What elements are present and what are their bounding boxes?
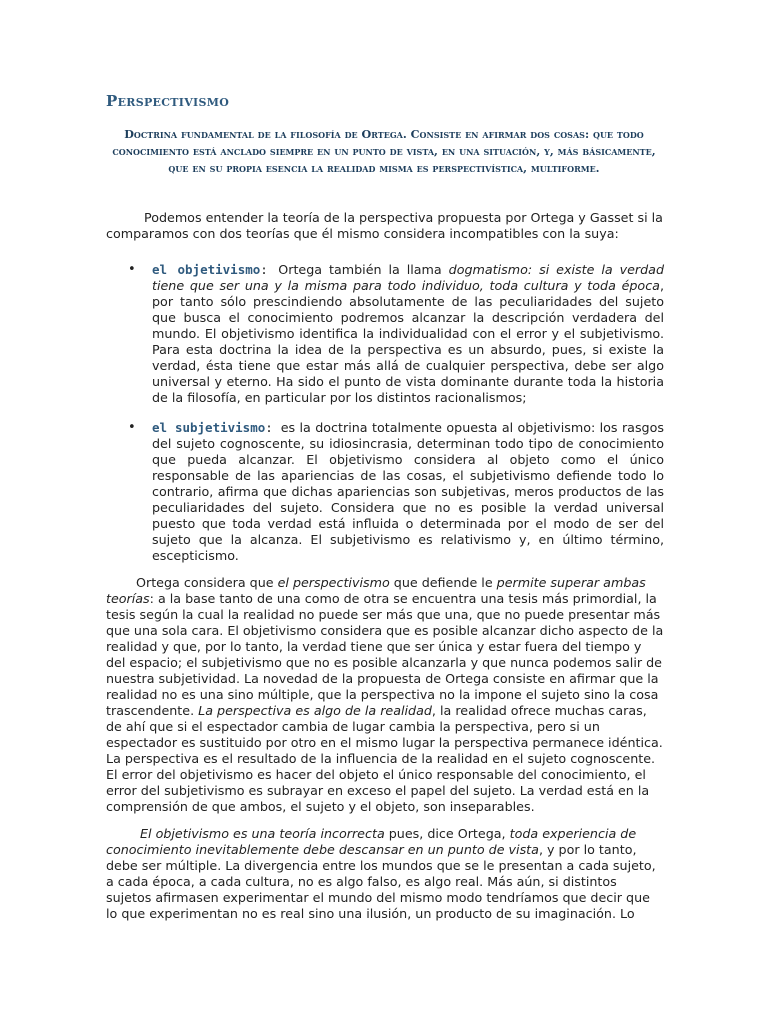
list-item-objetivismo — [106, 262, 664, 406]
paragraph-emphasis: el perspectivismo — [277, 575, 390, 590]
paragraph-emphasis: La perspectiva es algo de la realidad — [198, 703, 432, 718]
paragraph-text: Ortega considera que — [136, 575, 278, 590]
paragraph-text: , la realidad ofrece muchas caras, de ahí que si el espectador cambia de lugar cambia la perspectiva, pero si un espectador es sustituido por otro en el mismo lugar la perspectiva permanece idéntica. La perspectiva es el resultado de la influencia de la realidad en el sujeto cognoscente. El error del objetivismo es hacer del objeto el único responsable del conocimiento, el error del subjetivismo es subrayar en exceso el papel del sujeto. La verdad está en la comprensión de que ambos, el sujeto y el objeto, son inseparables. — [106, 703, 663, 814]
intro-paragraph: Podemos entender la teoría de la perspectiva propuesta por Ortega y Gasset si la comparamos con dos teorías que él mismo considera incompatibles con la suya: — [106, 210, 663, 241]
paragraph-emphasis: El objetivismo es una teoría incorrecta — [140, 826, 385, 841]
paragraph-text: : a la base tanto de una como de otra se encuentra una tesis más primordial, la tesis según la cual la realidad no puede ser más que una, que no puede presentar más que una sola cara. El objetivismo considera que es posible alcanzar dicho aspecto de la realidad y que, por lo tanto, la verdad tiene que ser única y estar fuera del tiempo y del espacio; el subjetivismo que no es posible alcanzarla y que nunca podemos salir de nuestra subjetividad. La novedad de la propuesta de Ortega consiste en afirmar que la realidad no es una sino múltiple, que la perspectiva no la impone el sujeto sino la cosa trascendente. — [106, 591, 664, 718]
paragraph-emphasis: toda experiencia de conocimiento inevitablemente debe descansar en un punto de vista — [106, 826, 637, 857]
bullet-icon: • — [128, 262, 136, 277]
term-objetivismo: el objetivismo — [152, 262, 261, 277]
page-subtitle: Doctrina fundamental de la filosofía de Ortega. Consiste en afirmar dos cosas: que todo conocimiento está anclado siempre en un punto de vista, en una situación, y, más básicamente, que en su propia esencia la realidad misma es perspectivística, multiforme. — [112, 127, 656, 175]
paragraph-emphasis: permite superar ambas teorías — [106, 575, 646, 606]
item-emphasis: dogmatismo: si existe la verdad tiene que ser una y la misma para todo individuo, toda cultura y toda época — [152, 262, 665, 293]
item-text: Ortega también la llama — [278, 262, 449, 277]
item-text: , por tanto sólo prescindiendo absolutamente de las peculiaridades del sujeto que busca el conocimiento podremos alcanzar la descripción verdadera del mundo. El objetivismo identifica la individualidad con el error y el subjetivismo. Para esta doctrina la idea de la perspectiva es un absurdo, pues, si existe la verdad, ésta tiene que estar más allá de cualquier perspectiva, debe ser algo universal y eterno. Ha sido el punto de vista dominante durante toda la historia de la filosofía, en particular por los distintos racionalismos; — [152, 278, 664, 405]
term-separator: : — [265, 420, 281, 435]
paragraph-text: , y por lo tanto, debe ser múltiple. La divergencia entre los mundos que se le presentan a cada sujeto, a cada época, a cada cultura, no es algo falso, es algo real. Más aún, si distintos sujetos afirmasen experimentar el mundo del mismo modo tendríamos que decir que lo que experimentan no es real sino una ilusión, un producto de su imaginación. Lo — [106, 842, 656, 921]
theories-list — [106, 262, 664, 564]
paragraph-text: pues, dice Ortega, — [384, 826, 510, 841]
paragraph-perspectivismo — [106, 575, 664, 815]
term-separator: : — [260, 262, 279, 277]
item-text: es la doctrina totalmente opuesta al objetivismo: los rasgos del sujeto cognoscente, su idiosincrasia, determinan todo tipo de conocimiento que pueda alcanzar. El objetivismo considera al objeto como el único responsable de las apariencias de las cosas, el subjetivismo defiende todo lo contrario, afirma que dichas apariencias son subjetivas, meros productos de las peculiaridades del sujeto. Considera que no es posible la verdad universal puesto que toda verdad está influida o determinada por el modo de ser del sujeto que la alcanza. El subjetivismo es relativismo y, en último término, escepticismo. — [152, 420, 664, 563]
page-title: Perspectivismo — [106, 92, 230, 110]
paragraph-text: que defiende le — [389, 575, 497, 590]
paragraph-objetivismo-incorrecto — [106, 826, 664, 922]
list-item-subjetivismo — [106, 420, 664, 564]
term-subjetivismo: el subjetivismo — [152, 420, 266, 435]
bullet-icon: • — [128, 420, 136, 435]
